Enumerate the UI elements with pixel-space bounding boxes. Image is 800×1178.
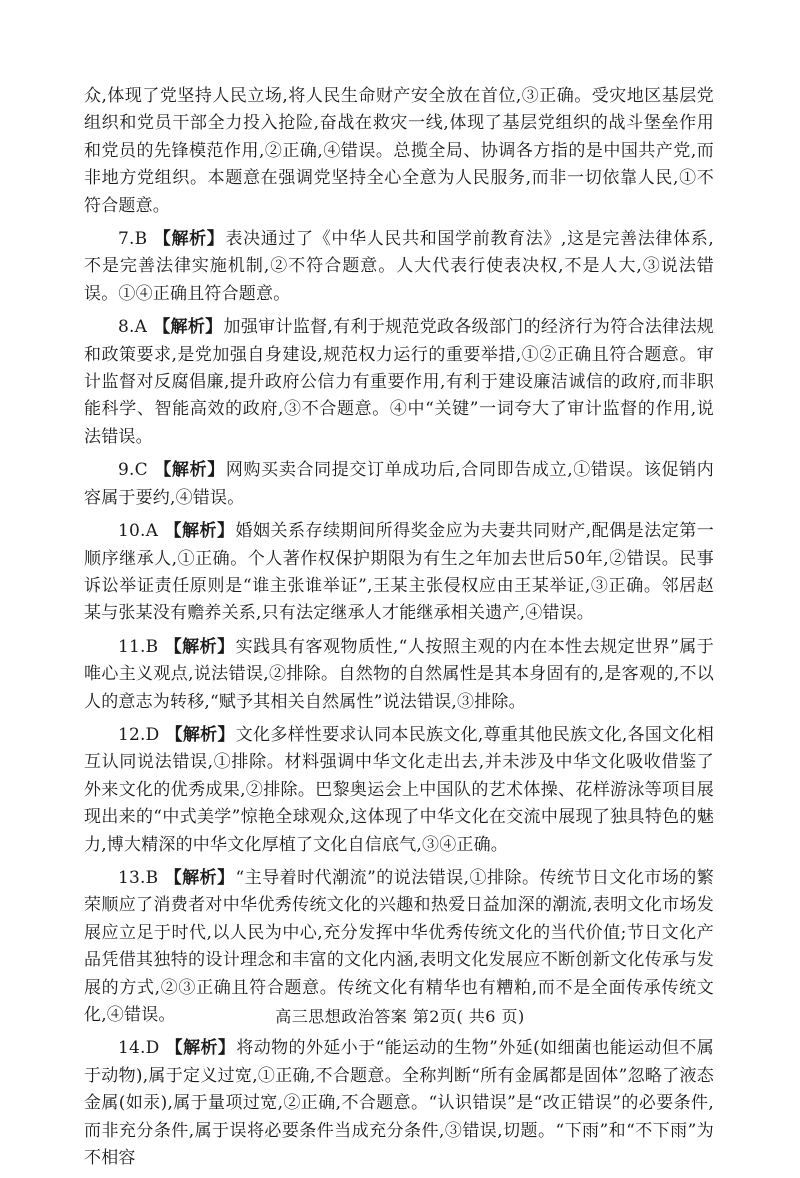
- answer-item-12: [84, 722, 714, 859]
- analysis-tag: 【解析】: [164, 636, 235, 657]
- analysis-text: 实践具有客观物质性,“人按照主观的内在本性去规定世界”属于唯心主义观点,说法错误,②排除。自然物的自然属性是其本身固有的,是客观的,不以人的意志为转移,“赋予其相关自然属性”说法错误,③排除。: [84, 636, 714, 712]
- analysis-tag: 【解析】: [153, 460, 225, 481]
- question-number: 10.A: [118, 521, 159, 542]
- analysis-tag: 【解析】: [164, 521, 235, 542]
- answer-item-11: [84, 634, 714, 716]
- answer-item-8: [84, 314, 714, 451]
- answer-item-9: [84, 457, 714, 512]
- analysis-tag: 【解析】: [165, 1038, 236, 1059]
- analysis-text: 网购买卖合同提交订单成功后,合同即告成立,①错误。该促销内容属于要约,④错误。: [84, 460, 714, 508]
- analysis-text: 婚姻关系存续期间所得奖金应为夫妻共同财产,配偶是法定第一顺序继承人,①正确。个人著作权保护期限为有生之年加去世后50年,②错误。民事诉讼举证责任原则是“谁主张谁举证”,王某主张侵权应由王某举证,③正确。邻居赵某与张某没有赡养关系,只有法定继承人才能继承相关遗产,④错误。: [84, 521, 714, 624]
- question-number: 11.B: [118, 636, 159, 657]
- question-number: 9.C: [118, 460, 148, 481]
- question-number: 14.D: [118, 1038, 160, 1059]
- analysis-tag: 【解析】: [165, 724, 235, 745]
- analysis-text: 表决通过了《中华人民共和国学前教育法》,这是完善法律体系,不是完善法律实施机制,②不符合题意。人大代表行使表决权,不是人大,③说法错误。①④正确且符合题意。: [84, 229, 714, 304]
- intro-paragraph: 众,体现了党坚持人民立场,将人民生命财产安全放在首位,③正确。受灾地区基层党组织和党员干部全力投入抢险,奋战在救灾一线,体现了基层党组织的战斗堡垒作用和党员的先锋模范作用,②正确,④错误。总揽全局、协调各方指的是中国共产党,而非地方党组织。本题意在强调党坚持全心全意为人民服务,而非一切依靠人民,①不符合题意。: [84, 86, 714, 216]
- answer-item-7: [84, 226, 714, 308]
- analysis-tag: 【解析】: [164, 867, 235, 888]
- analysis-text: “主导着时代潮流”的说法错误,①排除。传统节日文化市场的繁荣顺应了消费者对中华优秀传统文化的兴趣和热爱日益加深的潮流,表明文化市场发展应立足于时代,以人民为中心,充分发挥中华优秀传统文化的当代价值;节日文化产品凭借其独特的设计理念和丰富的文化内涵,表明文化发展应不断创新文化传承与发展的方式,②③正确且符合题意。传统文化有精华也有糟粕,而不是全面传承传统文化,④错误。: [84, 867, 714, 1025]
- page-footer: 高三思想政治答案 第2页( 共6 页): [275, 1007, 525, 1026]
- answer-item-10: [84, 518, 714, 628]
- analysis-text: 文化多样性要求认同本民族文化,尊重其他民族文化,各国文化相互认同说法错误,①排除。材料强调中华文化走出去,并未涉及中华文化吸收借鉴了外来文化的优秀成果,②排除。巴黎奥运会上中国队的艺术体操、花样游泳等项目展现出来的“中式美学”惊艳全球观众,这体现了中华文化在交流中展现了独具特色的魅力,博大精深的中华文化厚植了文化自信底气,③④正确。: [84, 724, 714, 855]
- analysis-tag: 【解析】: [153, 317, 223, 338]
- analysis-text: 加强审计监督,有利于规范党政各级部门的经济行为符合法律法规和政策要求,是党加强自身建设,规范权力运行的重要举措,①②正确且符合题意。审计监督对反腐倡廉,提升政府公信力有重要作用,有利于建设廉洁诚信的政府,而非职能科学、智能高效的政府,③不合题意。④中“关键”一词夸大了审计监督的作用,说法错误。: [84, 317, 714, 447]
- analysis-tag: 【解析】: [153, 229, 225, 250]
- question-number: 8.A: [118, 317, 148, 338]
- question-number: 12.D: [118, 724, 160, 745]
- answer-item-14: [84, 1035, 714, 1172]
- question-number: 7.B: [118, 229, 148, 250]
- question-number: 13.B: [118, 867, 159, 888]
- analysis-text: 将动物的外延小于“能运动的生物”外延(如细菌也能运动但不属于动物),属于定义过宽,①正确,不合题意。全称判断“所有金属都是固体”忽略了液态金属(如汞),属于量项过宽,②正确,不合题意。“认识错误”是“改正错误”的必要条件,而非充分条件,属于误将必要条件当成充分条件,③错误,切题。“下雨”和“不下雨”为不相容: [84, 1038, 714, 1169]
